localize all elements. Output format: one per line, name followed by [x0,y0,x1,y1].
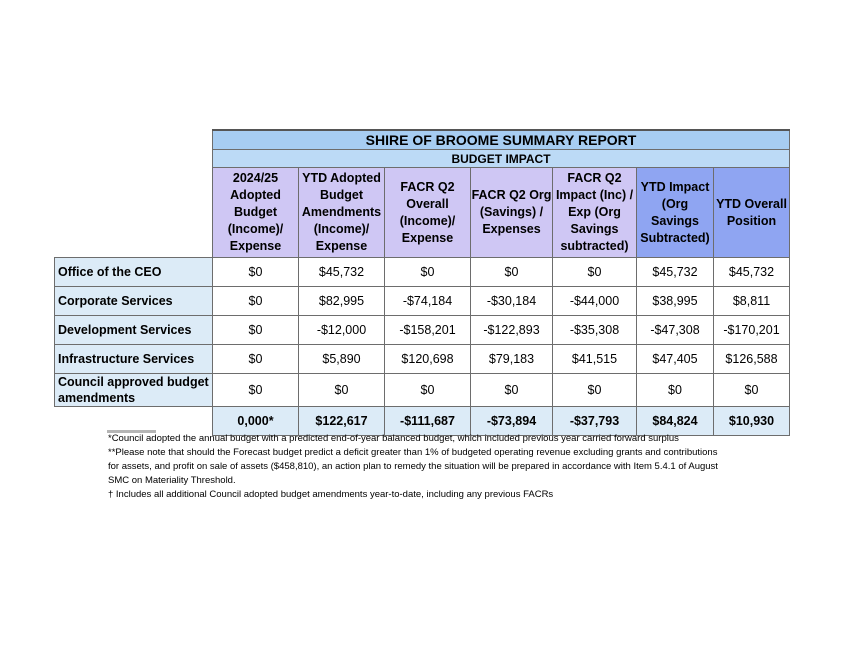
table-cell: $45,732 [714,258,790,287]
footnotes [108,432,728,502]
table-cell: $0 [213,287,299,316]
table-cell: $126,588 [714,345,790,374]
blank-corner [55,150,213,168]
total-cell: $122,617 [299,407,385,436]
row-label: Council approved budget amendments [55,374,213,407]
column-header: YTD Overall Position [714,168,790,258]
table-cell: -$47,308 [637,316,714,345]
table-cell: $0 [471,374,553,407]
column-header: YTD Adopted Budget Amendments (Income)/ Expense [299,168,385,258]
table-row [55,258,790,287]
table-cell: $82,995 [299,287,385,316]
column-header: 2024/25 Adopted Budget (Income)/ Expense [213,168,299,258]
total-cell: $84,824 [637,407,714,436]
row-label: Corporate Services [55,287,213,316]
table-cell: -$35,308 [553,316,637,345]
table-cell: $45,732 [637,258,714,287]
table-cell: $0 [213,316,299,345]
table-cell: $0 [714,374,790,407]
table-row [55,345,790,374]
footnote: *Council adopted the annual budget with a predicted end-of-year balanced budget, which included previous year carried forward surplus [108,433,679,444]
table-cell: $0 [213,258,299,287]
table-cell: $79,183 [471,345,553,374]
table-cell: -$12,000 [299,316,385,345]
table-cell: $0 [385,258,471,287]
table-cell: $120,698 [385,345,471,374]
row-label: Infrastructure Services [55,345,213,374]
row-label: Office of the CEO [55,258,213,287]
total-cell: $10,930 [714,407,790,436]
column-header: FACR Q2 Impact (Inc) / Exp (Org Savings subtracted) [553,168,637,258]
table-cell: $47,405 [637,345,714,374]
table-cell: -$30,184 [471,287,553,316]
table-cell: $0 [385,374,471,407]
footnote: † Includes all additional Council adopted budget amendments year-to-date, including any previous FACRs [108,489,554,500]
table-row [55,374,790,407]
blank-corner [55,130,213,150]
table-cell: -$122,893 [471,316,553,345]
summary-report-table [54,129,790,436]
table-cell: $45,732 [299,258,385,287]
footnote: **Please note that should the Forecast budget predict a deficit greater than 1% of budgeted operating revenue excluding grants and contributions for assets, and profit on sale of assets ($458,810), an action plan to remedy the situation will be prepared in accordance with Item 5.4.1 of August SMC on Materiality Threshold. [108,447,718,486]
table-cell: $5,890 [299,345,385,374]
table-cell: $41,515 [553,345,637,374]
total-cell: -$37,793 [553,407,637,436]
row-label: Development Services [55,316,213,345]
report-title: SHIRE OF BROOME SUMMARY REPORT [213,130,790,150]
table-cell: -$170,201 [714,316,790,345]
table-cell: $0 [637,374,714,407]
table-cell: $0 [553,374,637,407]
table-cell: $0 [471,258,553,287]
blank-corner [55,168,213,258]
column-header: FACR Q2 Overall (Income)/ Expense [385,168,471,258]
table-row [55,316,790,345]
total-cell: -$111,687 [385,407,471,436]
table-cell: $8,811 [714,287,790,316]
total-cell: 0,000* [213,407,299,436]
total-cell: -$73,894 [471,407,553,436]
column-header: YTD Impact (Org Savings Subtracted) [637,168,714,258]
table-cell: $0 [213,345,299,374]
table-row [55,287,790,316]
table-cell: $0 [299,374,385,407]
table-cell: -$74,184 [385,287,471,316]
table-cell: $38,995 [637,287,714,316]
report-subtitle: BUDGET IMPACT [213,150,790,168]
table-cell: -$158,201 [385,316,471,345]
table-cell: $0 [553,258,637,287]
table-cell: $0 [213,374,299,407]
table-cell: -$44,000 [553,287,637,316]
column-header: FACR Q2 Org (Savings) / Expenses [471,168,553,258]
